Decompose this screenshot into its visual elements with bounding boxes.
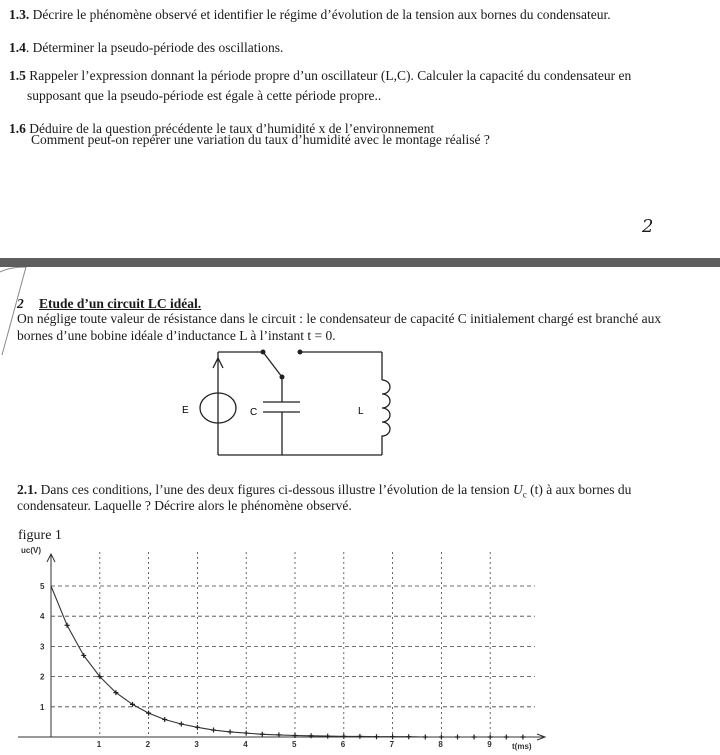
x-tick-label-3: 3 — [194, 740, 199, 749]
data-point-marker — [390, 734, 395, 739]
x-tick-label-9: 9 — [487, 740, 492, 749]
switch-blade — [263, 352, 282, 377]
question-text: Rappeler l’expression donnant la période propre d’un oscillateur (L,C). Calculer la capacité du condensateur en — [25, 68, 632, 83]
data-point-marker — [341, 734, 346, 739]
data-point-marker — [504, 735, 509, 740]
series-markers — [65, 623, 526, 740]
lc-circuit-diagram — [160, 340, 420, 470]
data-point-marker — [195, 725, 200, 730]
inductor-coil — [382, 380, 390, 455]
figure-1-chart — [0, 540, 560, 755]
x-tick-label-8: 8 — [438, 740, 443, 749]
y-tick-label-3: 3 — [40, 642, 45, 652]
figure-label: figure 1 — [18, 528, 62, 543]
series-line-uc — [51, 586, 523, 737]
question-1-5 — [9, 67, 631, 85]
y-tick-label-1: 1 — [40, 702, 45, 712]
symbol-subscript: c — [522, 489, 527, 500]
question-1-3 — [9, 6, 611, 24]
section-number: 2 — [17, 296, 24, 311]
section-intro-line-1: On néglige toute valeur de résistance dans le circuit : le condensateur de capacité C initialement chargé est branché aux — [17, 311, 662, 326]
switch-contact-left — [261, 350, 266, 355]
y-tick-label-2: 2 — [40, 672, 45, 682]
question-text: Dans ces conditions, l’une des deux figures ci-dessous illustre l’évolution de la tension — [37, 482, 514, 497]
x-tick-label-6: 6 — [340, 740, 346, 749]
page-number: 2 — [642, 216, 654, 237]
question-number: 1.4 — [9, 40, 26, 55]
chart-ticks — [40, 582, 492, 749]
data-point-marker — [374, 734, 379, 739]
x-axis-label: t(ms) — [512, 742, 532, 751]
question-number: 1.5 — [9, 68, 26, 83]
question-text: . Déterminer la pseudo-période des oscillations. — [25, 40, 284, 55]
data-point-marker — [179, 722, 184, 727]
x-tick-label-7: 7 — [389, 740, 395, 749]
data-point-marker — [244, 731, 249, 736]
data-point-marker — [325, 734, 330, 739]
label-c: C — [250, 407, 258, 418]
page-separator — [0, 258, 720, 267]
data-point-marker — [520, 735, 525, 740]
data-point-marker — [228, 729, 233, 734]
x-tick-label-4: 4 — [243, 740, 248, 749]
section-intro-line-2: bornes d’une bobine idéale d’inductance L à l’instant t = 0. — [17, 328, 336, 343]
question-1-5-continued: supposant que la pseudo-période est égale à cette période propre.. — [27, 88, 382, 103]
data-point-marker — [260, 732, 265, 737]
data-point-marker — [357, 734, 362, 739]
question-number: 2.1. — [17, 482, 38, 497]
chart-axes — [18, 554, 545, 740]
section-title: Etude d’un circuit LC idéal. — [39, 296, 202, 311]
switch-contact-right — [298, 350, 303, 355]
data-point-marker — [406, 734, 411, 739]
question-number: 1.3. — [9, 7, 30, 22]
chart-grid — [51, 552, 535, 737]
y-tick-label-5: 5 — [40, 582, 45, 591]
data-point-marker — [65, 623, 70, 628]
data-point-marker — [488, 735, 493, 740]
question-text: Déduire de la question précédente le taux d’humidité x de l’environnement — [25, 121, 435, 136]
data-point-marker — [211, 728, 216, 733]
question-text: Décrire le phénomène observé et identifier le régime d’évolution de la tension aux bornes du condensateur. — [32, 7, 611, 22]
data-point-marker — [472, 735, 477, 740]
symbol-u: U — [513, 482, 523, 497]
question-2-1-continued: condensateur. Laquelle ? Décrire alors le phénomène observé. — [17, 498, 352, 513]
data-point-marker — [162, 717, 167, 722]
data-point-marker — [455, 735, 460, 740]
data-point-marker — [309, 733, 314, 738]
x-tick-label-2: 2 — [145, 740, 151, 749]
label-e: E — [182, 405, 189, 416]
data-point-marker — [146, 711, 151, 716]
question-text-end: (t) à aux bornes du — [526, 482, 632, 497]
x-tick-label-1: 1 — [96, 740, 102, 749]
question-1-4 — [9, 39, 283, 57]
x-tick-label-5: 5 — [292, 740, 297, 749]
question-1-6-continued: Comment peut-on repérer une variation du taux d’humidité avec le montage réalisé ? — [31, 132, 490, 147]
y-axis-label: uc(V) — [21, 546, 41, 555]
label-l: L — [358, 406, 364, 417]
switch-pivot — [280, 375, 285, 380]
data-point-marker — [439, 735, 444, 740]
y-tick-label-4: 4 — [40, 612, 45, 622]
question-number: 1.6 — [9, 121, 26, 136]
data-point-marker — [423, 735, 428, 740]
